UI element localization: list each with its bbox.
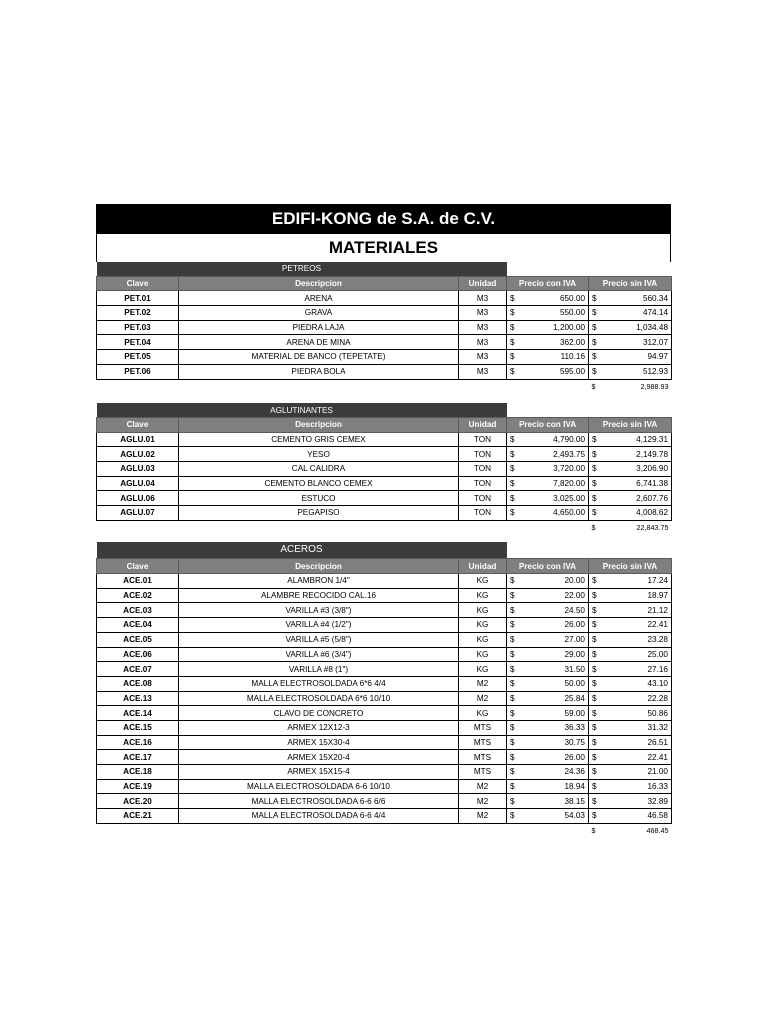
section-total: 468.45 [646,826,669,836]
table-row [97,506,672,521]
section-table-aglutinantes [96,403,672,534]
currency-symbol: $ [507,476,519,491]
cell-descripcion: ARMEX 15X20-4 [179,750,459,765]
cell-precio-con-iva: 18.94 [519,779,589,794]
cell-unidad: KG [459,706,507,721]
column-header-row [97,276,672,291]
cell-descripcion: VARILLA #3 (3/8") [179,603,459,618]
currency-symbol: $ [507,335,519,350]
cell-unidad: TON [459,447,507,462]
cell-precio-sin-iva: 4,008.62 [601,506,672,521]
cell-clave: ACE.04 [97,618,179,633]
total-blank [97,823,589,837]
cell-unidad: TON [459,432,507,447]
cell-precio-con-iva: 26.00 [519,750,589,765]
table-row [97,750,672,765]
cell-precio-sin-iva: 43.10 [601,676,672,691]
section-body [97,403,672,534]
currency-symbol: $ [507,647,519,662]
cell-descripcion: VARILLA #4 (1/2") [179,618,459,633]
cell-clave: PET.05 [97,350,179,365]
cell-unidad: MTS [459,720,507,735]
header-clave: Clave [97,276,179,291]
cell-unidad: M2 [459,794,507,809]
cell-clave: ACE.20 [97,794,179,809]
cell-clave: ACE.15 [97,720,179,735]
header-precio-con-iva: Precio con IVA [507,276,589,291]
currency-symbol: $ [507,691,519,706]
total-row [97,379,672,393]
total-row [97,823,672,837]
table-row [97,588,672,603]
materials-sheet [96,204,671,837]
currency-symbol: $ [589,632,601,647]
cell-descripcion: ALAMBRON 1/4" [179,574,459,589]
cell-precio-con-iva: 59.00 [519,706,589,721]
cell-descripcion: GRAVA [179,306,459,321]
cell-precio-con-iva: 4,650.00 [519,506,589,521]
cell-descripcion: ALAMBRE RECOCIDO CAL.16 [179,588,459,603]
cell-unidad: M3 [459,335,507,350]
currency-symbol: $ [591,523,596,533]
currency-symbol: $ [589,320,601,335]
cell-descripcion: MALLA ELECTROSOLDADA 6*6 4/4 [179,676,459,691]
table-row [97,432,672,447]
currency-symbol: $ [589,765,601,780]
currency-symbol: $ [507,676,519,691]
table-row [97,632,672,647]
cell-precio-con-iva: 24.36 [519,765,589,780]
cell-precio-con-iva: 1,200.00 [519,320,589,335]
cell-precio-con-iva: 30.75 [519,735,589,750]
currency-symbol: $ [589,676,601,691]
table-row [97,691,672,706]
currency-symbol: $ [589,447,601,462]
cell-precio-sin-iva: 4,129.31 [601,432,672,447]
table-row [97,291,672,306]
cell-precio-sin-iva: 26.51 [601,735,672,750]
table-row [97,720,672,735]
cell-precio-sin-iva: 312.07 [601,335,672,350]
cell-descripcion: MATERIAL DE BANCO (TEPETATE) [179,350,459,365]
currency-symbol: $ [507,350,519,365]
section-name: ACEROS [97,542,507,559]
cell-descripcion: PIEDRA LAJA [179,320,459,335]
cell-precio-con-iva: 3,025.00 [519,491,589,506]
currency-symbol: $ [507,618,519,633]
currency-symbol: $ [507,720,519,735]
cell-precio-sin-iva: 32.89 [601,794,672,809]
cell-unidad: TON [459,461,507,476]
cell-unidad: TON [459,506,507,521]
cell-clave: ACE.21 [97,809,179,824]
cell-clave: ACE.08 [97,676,179,691]
cell-clave: ACE.01 [97,574,179,589]
cell-precio-sin-iva: 22.41 [601,750,672,765]
cell-precio-con-iva: 25.84 [519,691,589,706]
cell-unidad: MTS [459,735,507,750]
cell-precio-con-iva: 4,790.00 [519,432,589,447]
currency-symbol: $ [589,647,601,662]
cell-precio-sin-iva: 512.93 [601,364,672,379]
table-row [97,676,672,691]
cell-unidad: KG [459,647,507,662]
cell-descripcion: ARENA DE MINA [179,335,459,350]
cell-clave: ACE.13 [97,691,179,706]
cell-unidad: KG [459,662,507,677]
cell-precio-con-iva: 22.00 [519,588,589,603]
section-name: AGLUTINANTES [97,403,507,417]
currency-symbol: $ [591,381,596,391]
cell-clave: AGLU.03 [97,461,179,476]
section-table-aceros [96,542,672,837]
currency-symbol: $ [589,432,601,447]
currency-symbol: $ [589,461,601,476]
cell-precio-con-iva: 3,720.00 [519,461,589,476]
header-precio-con-iva: Precio con IVA [507,559,589,574]
cell-clave: AGLU.04 [97,476,179,491]
header-descripcion: Descripcion [179,559,459,574]
currency-symbol: $ [507,632,519,647]
cell-descripcion: ESTUCO [179,491,459,506]
cell-precio-sin-iva: 46.58 [601,809,672,824]
table-row [97,491,672,506]
currency-symbol: $ [507,506,519,521]
cell-descripcion: ARMEX 15X30-4 [179,735,459,750]
cell-precio-sin-iva: 50.86 [601,706,672,721]
currency-symbol: $ [589,574,601,589]
table-row [97,706,672,721]
cell-precio-con-iva: 550.00 [519,306,589,321]
cell-descripcion: CLAVO DE CONCRETO [179,706,459,721]
cell-descripcion: PEGAPISO [179,506,459,521]
company-title: EDIFI-KONG de S.A. de C.V. [96,204,671,234]
currency-symbol: $ [589,779,601,794]
cell-precio-con-iva: 38.15 [519,794,589,809]
table-row [97,765,672,780]
cell-precio-con-iva: 110.16 [519,350,589,365]
cell-precio-con-iva: 650.00 [519,291,589,306]
header-precio-sin-iva: Precio sin IVA [589,417,672,432]
table-row [97,306,672,321]
cell-precio-sin-iva: 1,034.48 [601,320,672,335]
cell-clave: PET.03 [97,320,179,335]
cell-precio-sin-iva: 3,206.90 [601,461,672,476]
cell-unidad: KG [459,603,507,618]
cell-precio-sin-iva: 2,149.78 [601,447,672,462]
cell-unidad: M2 [459,809,507,824]
header-descripcion: Descripcion [179,276,459,291]
cell-clave: ACE.05 [97,632,179,647]
table-row [97,447,672,462]
cell-precio-con-iva: 29.00 [519,647,589,662]
column-header-row [97,559,672,574]
cell-precio-sin-iva: 21.00 [601,765,672,780]
table-row [97,809,672,824]
cell-precio-con-iva: 362.00 [519,335,589,350]
currency-symbol: $ [589,706,601,721]
table-row [97,735,672,750]
section-header-row [97,403,672,417]
currency-symbol: $ [591,826,596,836]
cell-precio-sin-iva: 21.12 [601,603,672,618]
cell-descripcion: VARILLA #6 (3/4") [179,647,459,662]
cell-clave: AGLU.06 [97,491,179,506]
total-row [97,520,672,534]
header-precio-sin-iva: Precio sin IVA [589,276,672,291]
column-header-row [97,417,672,432]
cell-precio-con-iva: 20.00 [519,574,589,589]
cell-unidad: M2 [459,691,507,706]
cell-clave: ACE.17 [97,750,179,765]
currency-symbol: $ [589,364,601,379]
currency-symbol: $ [507,574,519,589]
currency-symbol: $ [589,476,601,491]
header-unidad: Unidad [459,417,507,432]
cell-unidad: TON [459,476,507,491]
currency-symbol: $ [589,809,601,824]
currency-symbol: $ [589,588,601,603]
currency-symbol: $ [589,506,601,521]
header-precio-sin-iva: Precio sin IVA [589,559,672,574]
currency-symbol: $ [507,706,519,721]
header-unidad: Unidad [459,559,507,574]
currency-symbol: $ [507,291,519,306]
cell-precio-sin-iva: 23.28 [601,632,672,647]
cell-descripcion: VARILLA #5 (5/8") [179,632,459,647]
cell-unidad: M3 [459,306,507,321]
cell-descripcion: YESO [179,447,459,462]
cell-descripcion: CEMENTO GRIS CEMEX [179,432,459,447]
cell-precio-sin-iva: 474.14 [601,306,672,321]
cell-precio-sin-iva: 18.97 [601,588,672,603]
cell-descripcion: MALLA ELECTROSOLDADA 6-6 10/10 [179,779,459,794]
cell-unidad: M2 [459,779,507,794]
table-row [97,618,672,633]
currency-symbol: $ [589,335,601,350]
cell-unidad: M2 [459,676,507,691]
cell-descripcion: MALLA ELECTROSOLDADA 6*6 10/10 [179,691,459,706]
cell-descripcion: CAL CALIDRA [179,461,459,476]
currency-symbol: $ [589,491,601,506]
cell-unidad: M3 [459,291,507,306]
currency-symbol: $ [589,720,601,735]
currency-symbol: $ [507,779,519,794]
currency-symbol: $ [589,306,601,321]
cell-unidad: KG [459,588,507,603]
cell-descripcion: VARILLA #8 (1") [179,662,459,677]
table-row [97,647,672,662]
section-body [97,542,672,837]
header-clave: Clave [97,559,179,574]
table-row [97,779,672,794]
section-header-blank [507,542,672,559]
cell-precio-con-iva: 7,820.00 [519,476,589,491]
table-row [97,461,672,476]
currency-symbol: $ [507,461,519,476]
header-unidad: Unidad [459,276,507,291]
currency-symbol: $ [589,618,601,633]
cell-precio-sin-iva: 560.34 [601,291,672,306]
cell-clave: ACE.03 [97,603,179,618]
cell-unidad: KG [459,618,507,633]
cell-clave: ACE.18 [97,765,179,780]
cell-precio-sin-iva: 2,607.76 [601,491,672,506]
cell-clave: PET.01 [97,291,179,306]
currency-symbol: $ [507,432,519,447]
cell-precio-sin-iva: 6,741.38 [601,476,672,491]
table-row [97,335,672,350]
table-row [97,350,672,365]
currency-symbol: $ [507,735,519,750]
currency-symbol: $ [507,662,519,677]
table-row [97,794,672,809]
currency-symbol: $ [507,765,519,780]
currency-symbol: $ [507,750,519,765]
section-total: 2,988.93 [640,381,669,391]
cell-descripcion: PIEDRA BOLA [179,364,459,379]
section-total: 22,843.75 [636,523,669,533]
currency-symbol: $ [507,603,519,618]
cell-clave: ACE.16 [97,735,179,750]
cell-precio-con-iva: 595.00 [519,364,589,379]
table-row [97,476,672,491]
cell-clave: AGLU.01 [97,432,179,447]
currency-symbol: $ [589,603,601,618]
cell-precio-sin-iva: 17.24 [601,574,672,589]
cell-clave: ACE.02 [97,588,179,603]
cell-clave: AGLU.02 [97,447,179,462]
currency-symbol: $ [507,588,519,603]
cell-precio-sin-iva: 16.33 [601,779,672,794]
cell-unidad: KG [459,632,507,647]
cell-clave: ACE.19 [97,779,179,794]
currency-symbol: $ [507,809,519,824]
cell-clave: PET.04 [97,335,179,350]
currency-symbol: $ [507,447,519,462]
cell-precio-sin-iva: 22.28 [601,691,672,706]
total-blank [97,520,589,534]
header-clave: Clave [97,417,179,432]
currency-symbol: $ [507,320,519,335]
cell-descripcion: ARMEX 15X15-4 [179,765,459,780]
cell-descripcion: ARENA [179,291,459,306]
cell-precio-con-iva: 50.00 [519,676,589,691]
cell-precio-sin-iva: 94.97 [601,350,672,365]
section-name: PETREOS [97,262,507,276]
cell-descripcion: MALLA ELECTROSOLDADA 6-6 6/6 [179,794,459,809]
cell-precio-con-iva: 54.03 [519,809,589,824]
cell-clave: AGLU.07 [97,506,179,521]
currency-symbol: $ [507,306,519,321]
currency-symbol: $ [589,291,601,306]
section-body [97,262,672,393]
currency-symbol: $ [589,350,601,365]
cell-precio-con-iva: 31.50 [519,662,589,677]
currency-symbol: $ [589,735,601,750]
table-row [97,574,672,589]
table-row [97,662,672,677]
cell-precio-sin-iva: 25.00 [601,647,672,662]
cell-unidad: MTS [459,765,507,780]
cell-descripcion: CEMENTO BLANCO CEMEX [179,476,459,491]
table-row [97,364,672,379]
cell-clave: ACE.14 [97,706,179,721]
currency-symbol: $ [507,794,519,809]
total-blank [97,379,589,393]
cell-precio-sin-iva: 27.16 [601,662,672,677]
cell-descripcion: ARMEX 12X12-3 [179,720,459,735]
header-descripcion: Descripcion [179,417,459,432]
page-title: MATERIALES [96,234,671,262]
currency-symbol: $ [589,794,601,809]
cell-precio-sin-iva: 31.32 [601,720,672,735]
section-header-blank [507,403,672,417]
section-header-row [97,542,672,559]
cell-precio-con-iva: 26.00 [519,618,589,633]
currency-symbol: $ [589,691,601,706]
section-table-petreos [96,262,672,393]
currency-symbol: $ [507,364,519,379]
currency-symbol: $ [507,491,519,506]
header-precio-con-iva: Precio con IVA [507,417,589,432]
cell-unidad: KG [459,574,507,589]
cell-precio-con-iva: 2,493.75 [519,447,589,462]
cell-unidad: MTS [459,750,507,765]
cell-clave: PET.02 [97,306,179,321]
cell-clave: ACE.07 [97,662,179,677]
cell-unidad: M3 [459,320,507,335]
cell-descripcion: MALLA ELECTROSOLDADA 6-6 4/4 [179,809,459,824]
section-header-blank [507,262,672,276]
cell-unidad: TON [459,491,507,506]
cell-clave: PET.06 [97,364,179,379]
cell-unidad: M3 [459,350,507,365]
table-row [97,320,672,335]
cell-clave: ACE.06 [97,647,179,662]
cell-precio-con-iva: 36.33 [519,720,589,735]
cell-precio-con-iva: 27.00 [519,632,589,647]
currency-symbol: $ [589,662,601,677]
cell-precio-con-iva: 24.50 [519,603,589,618]
table-row [97,603,672,618]
currency-symbol: $ [589,750,601,765]
cell-unidad: M3 [459,364,507,379]
section-header-row [97,262,672,276]
cell-precio-sin-iva: 22.41 [601,618,672,633]
